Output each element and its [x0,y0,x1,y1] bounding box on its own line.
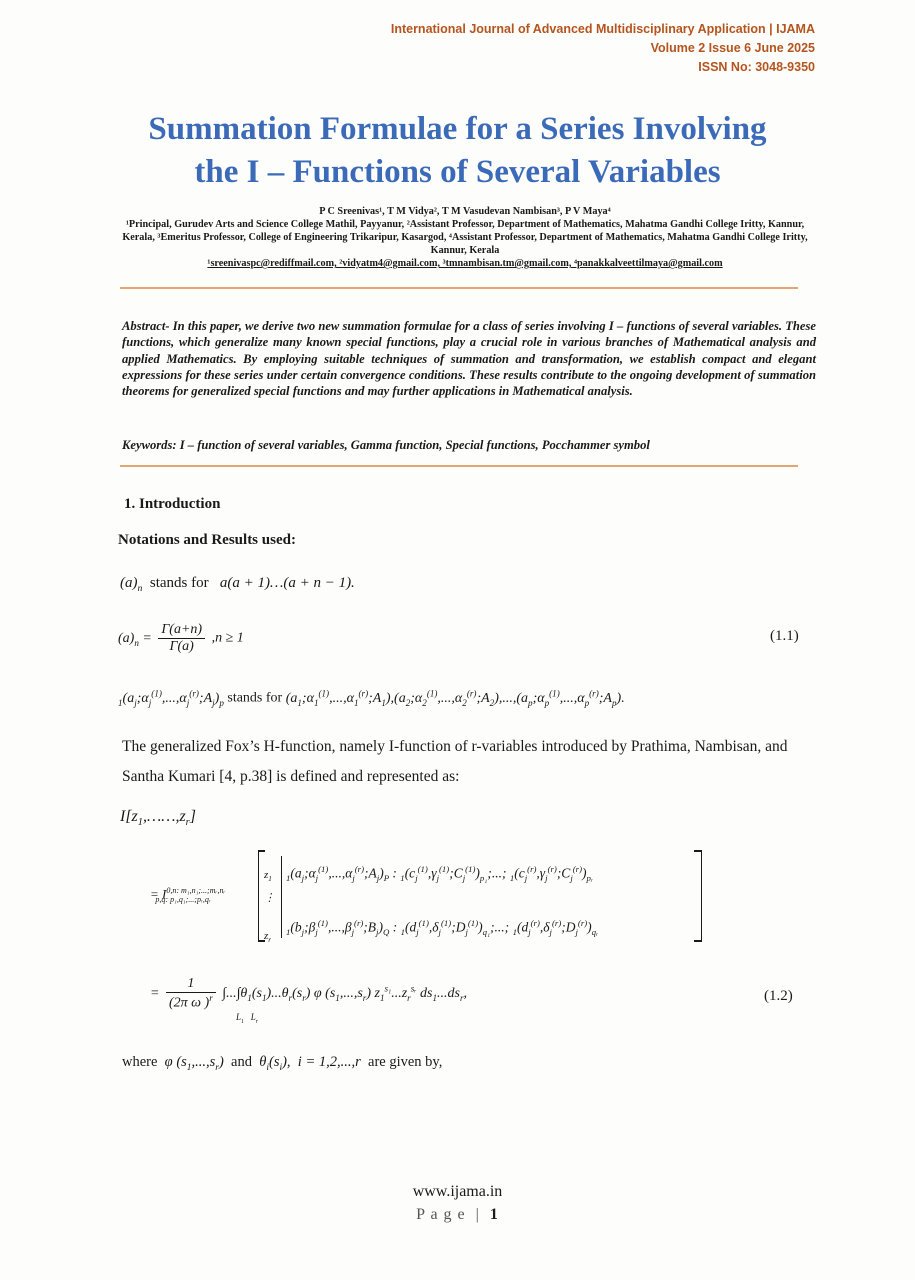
footer-page: P a g e | 1 [416,1206,499,1223]
paper-title [0,108,915,194]
bracket-tick [694,940,701,942]
author-block [120,205,810,270]
stands-for-text-2: stands for [227,690,283,706]
equation-1-2: = $\frac{1}{(2\pi \omega )^r}$ $\int...\int\theta_1(s_1)...\theta_r(s_r)$ φ $(s_1,...,s_r)$ $z_1^{s_1}...z_r^{sᵣ}$ $ds_1...ds_r$, [150,976,467,1011]
equation-number-1-2: (1.2) [764,988,793,1004]
equation-1-1: $(a)_n$ = $\frac{\Gamma(a+n)}{\Gamma(a)}$ ,n ≥ 1 [118,622,244,654]
keywords [122,438,816,453]
pochhammer-symbol: $(a)_n$ [120,575,143,594]
i-function-symbol: $I[z_1,\dots\dots,z_r]$ [120,808,196,829]
author-affiliations: ¹Principal, Gurudev Arts and Science College Mathil, Payyanur, ²Assistant Professor, Department of Mathematics, Mahatma Gandhi College Iritty, Kannur, Kerala, ³Emeritus Professor, College of Engineering Trikaripur, Kasargod, ⁴Assistant Professor, Department of Mathematics, Mahatma Gandhi College Iritty, Kannur, Kerala [122,219,808,256]
pochhammer-expansion: a(a + 1)…(a + n − 1). [219,575,355,591]
bracket-tick [258,850,265,852]
where-text: where [122,1054,158,1070]
where-line: where φ $(s_1,...,s_r)$ and $\theta_i(s_i)$, i = 1,2,...,r are given by, [122,1054,443,1073]
divider-rule-top [120,287,798,289]
variable-column: $z_1$ ⋮ $z_r$ [264,869,275,945]
equation-number-1-1: (1.1) [770,628,799,644]
page-number: 1 [489,1206,499,1223]
gamma-fraction: $\frac{\Gamma(a+n)}{\Gamma(a)}$ [158,622,205,655]
journal-header [391,20,815,77]
lower-parameters: $_1(b_j;\beta_j^{(1)},...,\beta_j^{(r)};B_j)_Q$ : $_1(d_j^{(1)},\delta_j^{(1)};D_j^{(1)})_{q_1}$;...; $_1(d_j^{(r)},\delta_j^{(r)};D_j^{(r)})_{qᵣ}$ [286,918,599,938]
journal-issn: ISSN No: 3048-9350 [698,60,815,74]
bracket-divider [281,856,282,938]
i-function-operator: = $I^{0,n: m_1,n_1;...;mᵣ,nᵣ}_{p,q: p_1,q_1;...;pᵣ,qᵣ}$ [150,886,226,904]
keywords-text: I – function of several variables, Gamma function, Special functions, Pocchammer symbol [179,438,650,452]
abstract: Abstract- In this paper, we derive two new summation formulae for a class of series involving I – functions of several variables. These functions, which generalize many known special functions, play a crucial role in various branches of Mathematical analysis and applied Mathematics. By employing suitable techniques of summation and transformation, we establish compact and elegant expressions for these series under certain convergence conditions. These results contribute to the ongoing development of summation theorems for generalized special functions and may further applications in Mathematical analysis. [122,319,816,399]
given-by-text: are given by, [368,1054,443,1070]
author-names: P C Sreenivas¹, T M Vidya², T M Vasudevan Nambisan³, P V Maya⁴ [319,206,611,217]
bracket-tick [694,850,701,852]
section-heading: 1. Introduction [124,496,221,512]
footer-website[interactable]: www.ijama.in [412,1183,503,1200]
page-label: P a g e [416,1206,466,1223]
stands-for-text: stands for [149,575,209,591]
pochhammer-line [120,575,355,594]
parameter-notation: $_1(a_j;\alpha_j^{(1)},...,\alpha_j^{(r)};A_j)_p$ stands for $(a_1;\alpha_1^{(1)},...,\alpha_1^{(r)};A_1),(a_2;\alpha_2^{(1)},...,\alpha_2^{(r)};A_2),...,(a_p;\alpha_p^{(1)},...,\alpha_p^{(r)};A_p)$. [118,688,625,708]
keywords-label: Keywords: [122,438,177,452]
and-text: and [231,1054,252,1070]
integral-prefactor: $\frac{1}{(2\pi \omega )^r}$ [166,976,216,1012]
upper-parameters: $_1(a_j;\alpha_j^{(1)},...,\alpha_j^{(r)};A_j)_P$ : $_1(c_j^{(1)},\gamma_j^{(1)};C_j^{(1)})_{p_1}$;...; $_1(c_j^{(r)},\gamma_j^{(r)};C_j^{(r)})_{pᵣ}$ [286,864,594,884]
fox-h-paragraph: The generalized Fox’s H-function, namely I-function of r-variables introduced by Prathima, Nambisan, and Santha Kumari [4, p.38] is defined and represented as: [122,738,788,785]
title-line-1: Summation Formulae for a Series Involving [148,111,767,147]
journal-volume: Volume 2 Issue 6 June 2025 [650,41,815,55]
divider-rule-bottom [120,465,798,467]
section-subheading: Notations and Results used: [118,532,296,548]
title-line-2: the I – Functions of Several Variables [194,154,721,190]
journal-name: International Journal of Advanced Multidisciplinary Application | IJAMA [390,22,815,36]
author-emails[interactable]: ¹sreenivaspc@rediffmail.com, ²vidyatm4@gmail.com, ³tmnambisan.tm@gmail.com, ⁴panakkalveettilmaya@gmail.com [207,258,723,269]
contour-labels: $L_1$ $L_r$ [236,1012,258,1025]
